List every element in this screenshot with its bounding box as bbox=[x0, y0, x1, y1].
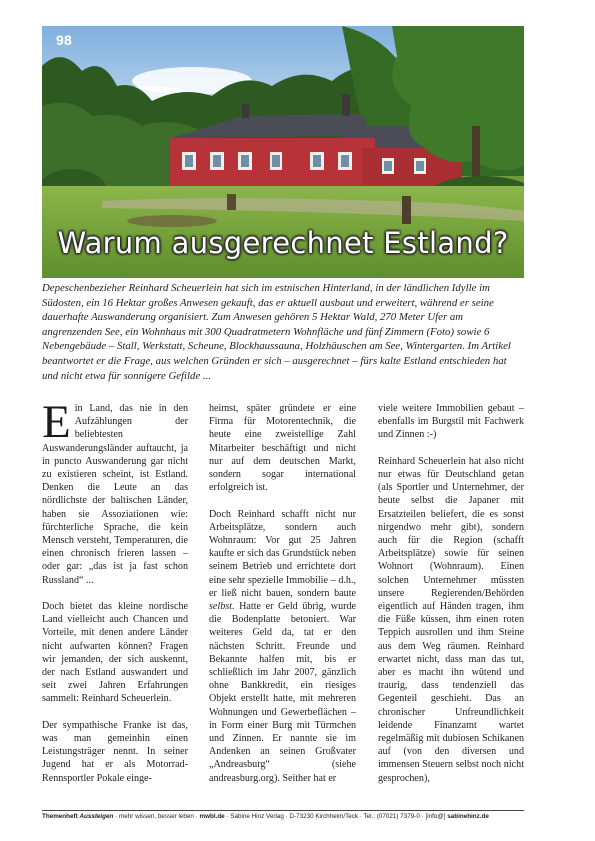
text-column-3 bbox=[378, 402, 524, 798]
drop-cap: E bbox=[42, 396, 71, 448]
footer-tagline: · mehr wissen, besser leben · bbox=[113, 813, 200, 820]
footer-prefix: Themenheft bbox=[42, 813, 80, 820]
text-column-1 bbox=[42, 396, 188, 798]
article-lead: Depeschenbezieher Reinhard Scheuerlein hat sich im estnischen Hinterland, in der ländlichen Idylle im Südosten, ein 16 Hektar großes Anwesen gekauft, das er aktuell ausbaut und erweitert, während er seine dauerhafte Auswanderung organisiert. Zum Anwesen gehören 5 Hektar Wald, 270 Meter Ufer am angrenzenden See, ein Wohnhaus mit 300 Quadratmetern Wohnfläche und fünf Zimmern (Foto) sowie 6 Nebengebäude – Stall, Werkstatt, Scheune, Blockhaussauna, Holzhäuschen am See, Wintergarten. Im Artikel beantwortet er die Frage, aus welchen Gründen er sich – ausgerechnet – fürs kalte Estland entschieden hat und nicht etwa für sonnigere Gefilde ... bbox=[42, 282, 511, 382]
paragraph: heimst, später gründete er eine Firma für Motorentechnik, die heute eine zweistellige Zahl Mitarbeiter beschäftigt und nicht nur auf dem deutschen Markt, sondern sogar international erfolgreich ist. bbox=[209, 403, 356, 494]
paragraph bbox=[42, 396, 188, 587]
page-footer bbox=[42, 810, 524, 820]
paragraph: Der sympathische Franke ist das, was man gemeinhin einen Leistungsträger nennt. In seiner Jugend hat er als Motorrad-Rennsportler Pokale einge- bbox=[42, 719, 188, 784]
paragraph-text: . Hatte er Geld übrig, wurde die Bodenplatte betoniert. War weiteres Geld da, tat er den nächsten Schritt. Freunde und Bekannte halfen mit, bis er schließlich im Jahr 2007, gänzlich ohne Bankkredit, ein riesiges Objekt erstellt hatte, mit mehreren Wohnungen und Gewerbeflächen – in Form einer Burg mit Türmchen und Zinnen. Er nannte sie im Andenken an seinen Großvater „Andreasburg“ (siehe andreasburg.org). Seither hat er bbox=[209, 601, 356, 784]
paragraph: Reinhard Scheuerlein hat also nicht nur etwas für Deutschland getan (als Sportler und Unternehmer, der heute selbst die Japaner mit Ersatzteilen beliefert, die es sonst nirgendwo mehr gibt), sondern auch für die Region (schafft Arbeitsplätze) sowie für seinen Wohnort (Wohnraum). Einen solchen Unternehmer müssten unsere Regierenden/Behörden eigentlich auf Händen tragen, ihm die Füße küssen, ihm einen roten Teppich ausrollen und ihm Steine aus dem Weg räumen. Reinhard erwartet nicht, dass man das tut, aber es macht ihn wütend und traurig, dass tendenziell das Gegenteil geschieht. Das an chronischer Unfreundlichkeit leidende Finanzamt wartet regelmäßig mit dubiosen Schikanen auf (von den diversen und immensen Steuern selbst noch nicht gesprochen), bbox=[378, 455, 524, 784]
paragraph: Doch bietet das kleine nordische Land vielleicht auch Chancen und Vorteile, mit denen andere Länder nicht aufwarten können? Fragen wir jemanden, der sich auskennt, der nach Estland auswandert und seit zwei Jahren Erfahrungen sammelt: Reinhard Scheuerlein. bbox=[42, 601, 188, 705]
emphasis-text: selbst bbox=[209, 601, 232, 613]
page-number: 98 bbox=[56, 32, 72, 48]
hero-photo bbox=[42, 26, 524, 278]
text-column-2 bbox=[209, 402, 356, 798]
paragraph-text: Doch Reinhard schafft nicht nur Arbeitsplätze, sondern auch Wohnraum: Vor gut 25 Jahren kaufte er sich das Grundstück neben seinem Betrieb und errichtete dort eine sehr spezielle Immobilie – d.h., er ließ nicht bauen, sondern baute bbox=[209, 508, 356, 599]
footer-publisher-link[interactable]: sabinehinz.de bbox=[447, 813, 489, 820]
article-title: Warum ausgerechnet Estland? bbox=[57, 226, 509, 260]
footer-website-link[interactable]: mwbl.de bbox=[199, 813, 225, 820]
footer-publication: Aussteigen bbox=[79, 813, 114, 820]
paragraph: viele weitere Immobilien gebaut – ebenfalls im Burgstil mit Fachwerk und Zinnen :-) bbox=[378, 403, 524, 441]
paragraph bbox=[209, 508, 356, 785]
paragraph-text: in Land, das nie in den Aufzählungen der beliebtesten Auswanderungsländer auftaucht, ja in puncto Auswanderung gar nicht zu existieren scheint, ist Estland. Denken die Leute an das nördlichste der baltischen Länder, haben sie Assoziationen wie: fürchterliche Sprache, die kein Mensch versteht, Temperaturen, die einen chronisch frieren lassen – oder gar: „das ist ja fast schon Russland“ ... bbox=[42, 403, 188, 586]
footer-publisher-info: · Sabine Hinz Verlag · D-73230 Kirchheim/Teck · Tel.: (07021) 7379-0 · [info@] bbox=[224, 813, 448, 820]
